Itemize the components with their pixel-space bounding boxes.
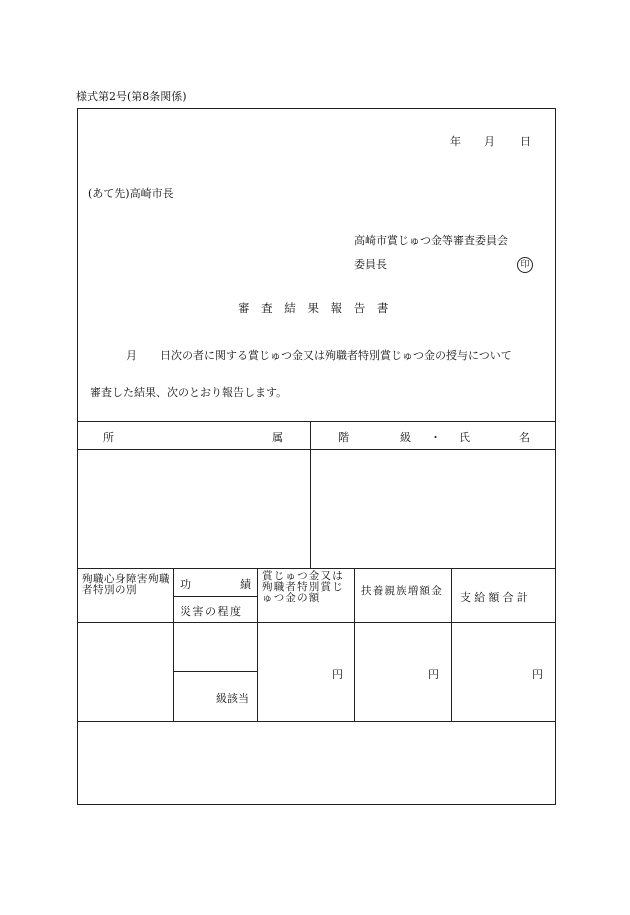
date-year: 年 — [450, 135, 461, 148]
header-merit-b: 績 — [240, 578, 251, 591]
committee-name: 高崎市賞じゅつ金等審査委員会 — [354, 234, 508, 247]
header-family-addition: 扶養親族増額金 — [361, 585, 443, 597]
header-separator: ・ — [430, 431, 441, 444]
body-line-2: 審査した結果、次のとおり報告します。 — [90, 386, 288, 399]
grade-label: 級該当 — [216, 692, 249, 705]
rank-name-cell — [311, 450, 555, 567]
table2-col-divider-3 — [354, 568, 355, 721]
header-award-amount: 賞じゅつ金又は殉職者特別賞じゅつ金の額 — [262, 570, 344, 604]
table2-merit-rule — [173, 596, 257, 597]
table2-top-rule — [77, 568, 556, 569]
chair-label: 委員長 — [354, 258, 387, 271]
header-merit-a: 功 — [180, 578, 191, 591]
table1-top-rule — [77, 421, 556, 422]
header-total: 支給額合計 — [460, 591, 531, 604]
seal-icon — [515, 254, 533, 273]
family-yen: 円 — [428, 668, 439, 681]
total-yen: 円 — [532, 668, 543, 681]
date-month: 月 — [484, 135, 495, 148]
form-label: 様式第2号(第8条関係) — [76, 90, 187, 103]
header-category: 殉職心身障害殉職者特別の別 — [82, 573, 170, 596]
header-name-a: 氏 — [459, 431, 470, 444]
header-name-b: 名 — [519, 431, 530, 444]
addressee: (あて先)高崎市長 — [88, 187, 174, 200]
header-affiliation-a: 所 — [103, 431, 114, 444]
remarks-area — [78, 722, 555, 804]
header-rank-b: 級 — [400, 431, 411, 444]
table2-col-divider-4 — [451, 568, 452, 721]
seal-mark: 印 — [517, 257, 533, 273]
category-cell — [78, 623, 172, 720]
body-line-1: 日次の者に関する賞じゅつ金又は殉職者特別賞じゅつ金の授与について — [160, 349, 512, 362]
header-affiliation-b: 属 — [272, 431, 283, 444]
date-day: 日 — [520, 135, 531, 148]
document-title: 審 査 結 果 報 告 書 — [238, 301, 393, 315]
body-month: 月 — [126, 349, 137, 362]
table2-col-divider-1 — [173, 568, 174, 721]
table2-col-divider-2 — [257, 568, 258, 721]
award-yen: 円 — [332, 668, 343, 681]
header-disaster-degree: 災害の程度 — [180, 605, 243, 618]
table2-grade-rule — [173, 671, 257, 672]
affiliation-cell — [78, 450, 309, 567]
header-rank-a: 階 — [338, 431, 349, 444]
